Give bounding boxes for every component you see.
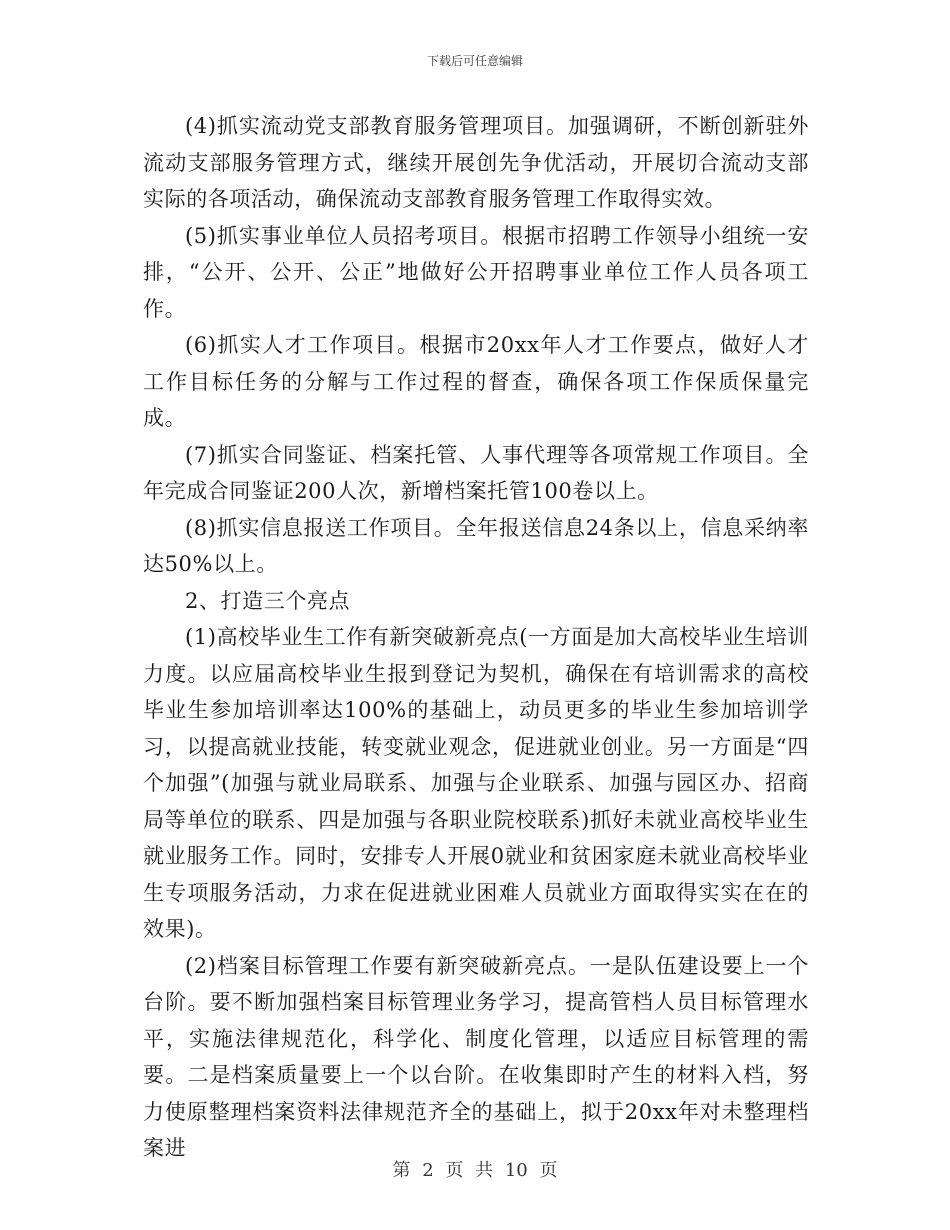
paragraph-item-8: (8)抓实信息报送工作项目。全年报送信息24条以上，信息采纳率达50%以上。 (143, 515, 809, 576)
page-header: 下载后可任意编辑 (426, 54, 523, 68)
document-body (143, 108, 809, 1167)
page-number: 第 2 页 共 10 页 (392, 1160, 558, 1181)
section-heading: 2、打造三个亮点 (185, 588, 351, 613)
paragraph-highlight-2: (2)档案目标管理工作要有新突破新亮点。一是队伍建设要上一个台阶。要不断加强档案目标管理业务学习，提高管档人员目标管理水平，实施法律规范化，科学化、制度化管理，以适应目标管理的需要。二是档案质量要上一个以台阶。在收集即时产生的材料入档，努力使原整理档案资料法律规范齐全的基础上，拟于20xx年对未整理档案进 (143, 953, 809, 1160)
paragraph-item-6: (6)抓实人才工作项目。根据市20xx年人才工作要点，做好人才工作目标任务的分解与工作过程的督查，确保各项工作保质保量完成。 (143, 333, 809, 430)
paragraph-item-7: (7)抓实合同鉴证、档案托管、人事代理等各项常规工作项目。全年完成合同鉴证200人次，新增档案托管100卷以上。 (143, 442, 809, 503)
paragraph-item-5: (5)抓实事业单位人员招考项目。根据市招聘工作领导小组统一安排，“公开、公开、公正”地做好公开招聘事业单位工作人员各项工作。 (143, 223, 809, 321)
paragraph-highlight-1: (1)高校毕业生工作有新突破新亮点(一方面是加大高校毕业生培训力度。以应届高校毕业生报到登记为契机，确保在有培训需求的高校毕业生参加培训率达100%的基础上，动员更多的毕业生参加培训学习，以提高就业技能，转变就业观念，促进就业创业。另一方面是“四个加强”(加强与就业局联系、加强与企业联系、加强与园区办、招商局等单位的联系、四是加强与各职业院校联系)抓好未就业高校毕业生就业服务工作。同时，安排专人开展0就业和贫困家庭未就业高校毕业生专项服务活动，力求在促进就业困难人员就业方面取得实实在在的效果)。 (143, 625, 809, 941)
paragraph-item-4: (4)抓实流动党支部教育服务管理项目。加强调研，不断创新驻外流动支部服务管理方式，继续开展创先争优活动，开展切合流动支部实际的各项活动，确保流动支部教育服务管理工作取得实效。 (143, 114, 809, 211)
